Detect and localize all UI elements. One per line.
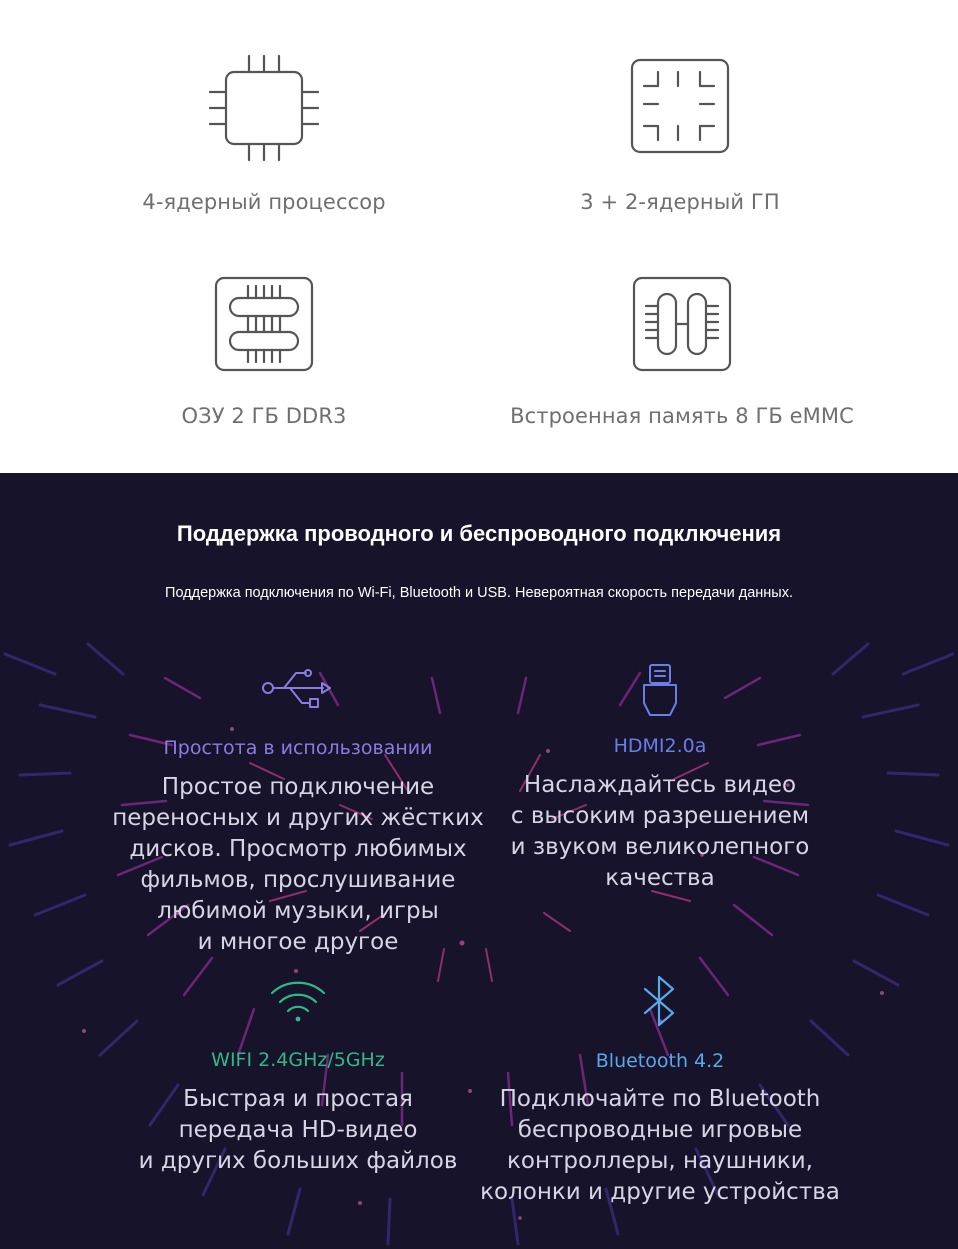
spec-gpu <box>540 58 820 214</box>
hdmi-icon <box>640 661 680 719</box>
spec-storage <box>492 276 872 428</box>
feature-usb <box>98 663 498 963</box>
feature-bluetooth-title: Bluetooth 4.2 <box>595 1050 725 1072</box>
feature-wifi <box>98 977 498 1187</box>
ram-module-icon <box>214 276 314 372</box>
feature-hdmi-title: HDMI2.0a <box>613 735 707 757</box>
connectivity-title: Поддержка проводного и беспроводного подключения <box>176 521 782 546</box>
spec-cpu <box>124 52 404 214</box>
spec-cpu-label: 4-ядерный процессор <box>142 190 386 214</box>
emmc-storage-icon <box>632 276 732 372</box>
specs-section <box>0 0 958 473</box>
feature-usb-description: Простое подключение переносных и других жёстких дисков. Просмотр любимых фильмов, прослушивание любимой музыки, игры и многое другое <box>112 774 484 955</box>
gpu-grid-icon <box>630 58 730 158</box>
feature-wifi-description: Быстрая и простая передача HD-видео и других больших файлов <box>138 1086 458 1174</box>
spec-ram <box>124 276 404 428</box>
connectivity-subtitle: Поддержка подключения по Wi-Fi, Bluetooth и USB. Невероятная скорость передачи данных. <box>165 585 793 601</box>
feature-hdmi <box>480 661 840 901</box>
cpu-chip-icon <box>209 52 319 162</box>
feature-usb-title: Простота в использовании <box>163 737 433 759</box>
feature-bluetooth-description: Подключайте по Bluetooth беспроводные игровые контроллеры, наушники, колонки и другие устройства <box>480 1086 840 1205</box>
wifi-icon <box>268 977 328 1025</box>
connectivity-section <box>0 473 958 1249</box>
usb-icon <box>260 663 336 713</box>
spec-ram-label: ОЗУ 2 ГБ DDR3 <box>181 404 347 428</box>
spec-storage-label: Встроенная память 8 ГБ eMMC <box>510 404 854 428</box>
bluetooth-icon <box>637 973 683 1029</box>
feature-hdmi-description: Наслаждайтесь видео с высоким разрешением и звуком великолепного качества <box>510 772 810 891</box>
feature-wifi-title: WIFI 2.4GHz/5GHz <box>211 1049 385 1071</box>
feature-bluetooth <box>470 973 850 1213</box>
spec-gpu-label: 3 + 2-ядерный ГП <box>580 190 780 214</box>
